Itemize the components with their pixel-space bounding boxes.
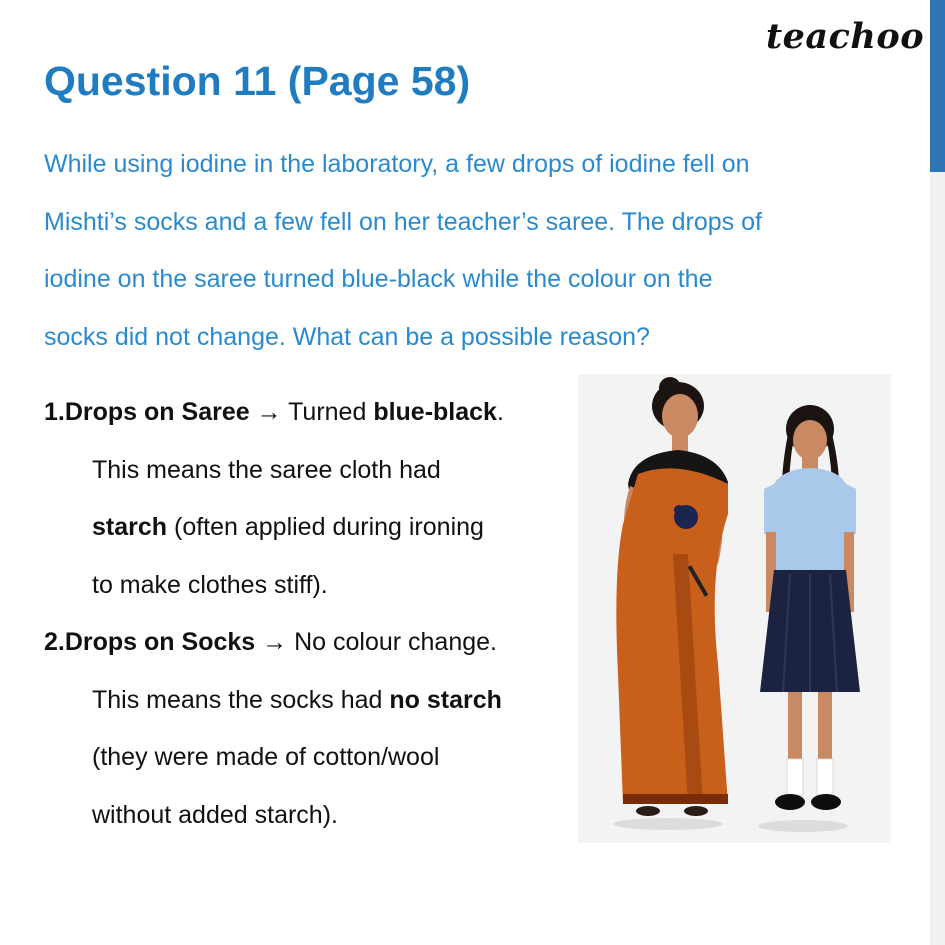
answer-1-heading [44,384,584,442]
answer-1-period: . [496,398,504,426]
answer-1-starch: starch [92,513,168,541]
answer-1-line-2 [44,499,584,557]
page-title: Question 11 (Page 58) [44,58,471,104]
answer-1-arrow-text: → Turned [249,398,374,426]
answer-1-line-1: This means the saree cloth had [92,455,441,484]
question-text [44,136,914,366]
answer-2-line-1 [44,672,584,730]
teachoo-logo: teachoo [766,16,925,57]
answer-2-line-3: without added starch). [92,800,338,829]
answer-2-line-1-pre: This means the socks had [92,685,390,714]
teacher-shadow [613,818,723,830]
answer-2-title: Drops on Socks [64,628,256,656]
answer-2-no-starch: no starch [389,685,502,714]
right-accent-bar [930,0,945,172]
question-line-3: iodine on the saree turned blue-black while the colour on the [44,265,713,293]
student-figure [760,405,860,810]
answer-2-arrow-text: → No colour change. [255,628,497,656]
answer-1-number: 1. [44,398,65,426]
question-line-2: Mishti’s socks and a few fell on her teacher’s saree. The drops of [44,207,762,236]
answer-2-line-2: (they were made of cotton/wool [92,743,440,771]
question-line-4: socks did not change. What can be a possible reason? [44,322,650,351]
answer-1-line-2-rest: (often applied during ironing [167,513,484,541]
student-shadow [758,820,848,832]
answer-2-number: 2. [44,628,65,656]
answer-2-heading [44,614,584,672]
answer-list [44,384,584,844]
teacher-student-illustration [578,374,891,843]
illustration-svg [578,374,891,843]
answer-1-result: blue-black [373,398,497,426]
question-line-1: While using iodine in the laboratory, a few drops of iodine fell on [44,150,750,178]
answer-1-title: Drops on Saree [64,398,250,426]
teacher-figure [616,377,728,816]
answer-1-line-3: to make clothes stiff). [92,570,328,599]
